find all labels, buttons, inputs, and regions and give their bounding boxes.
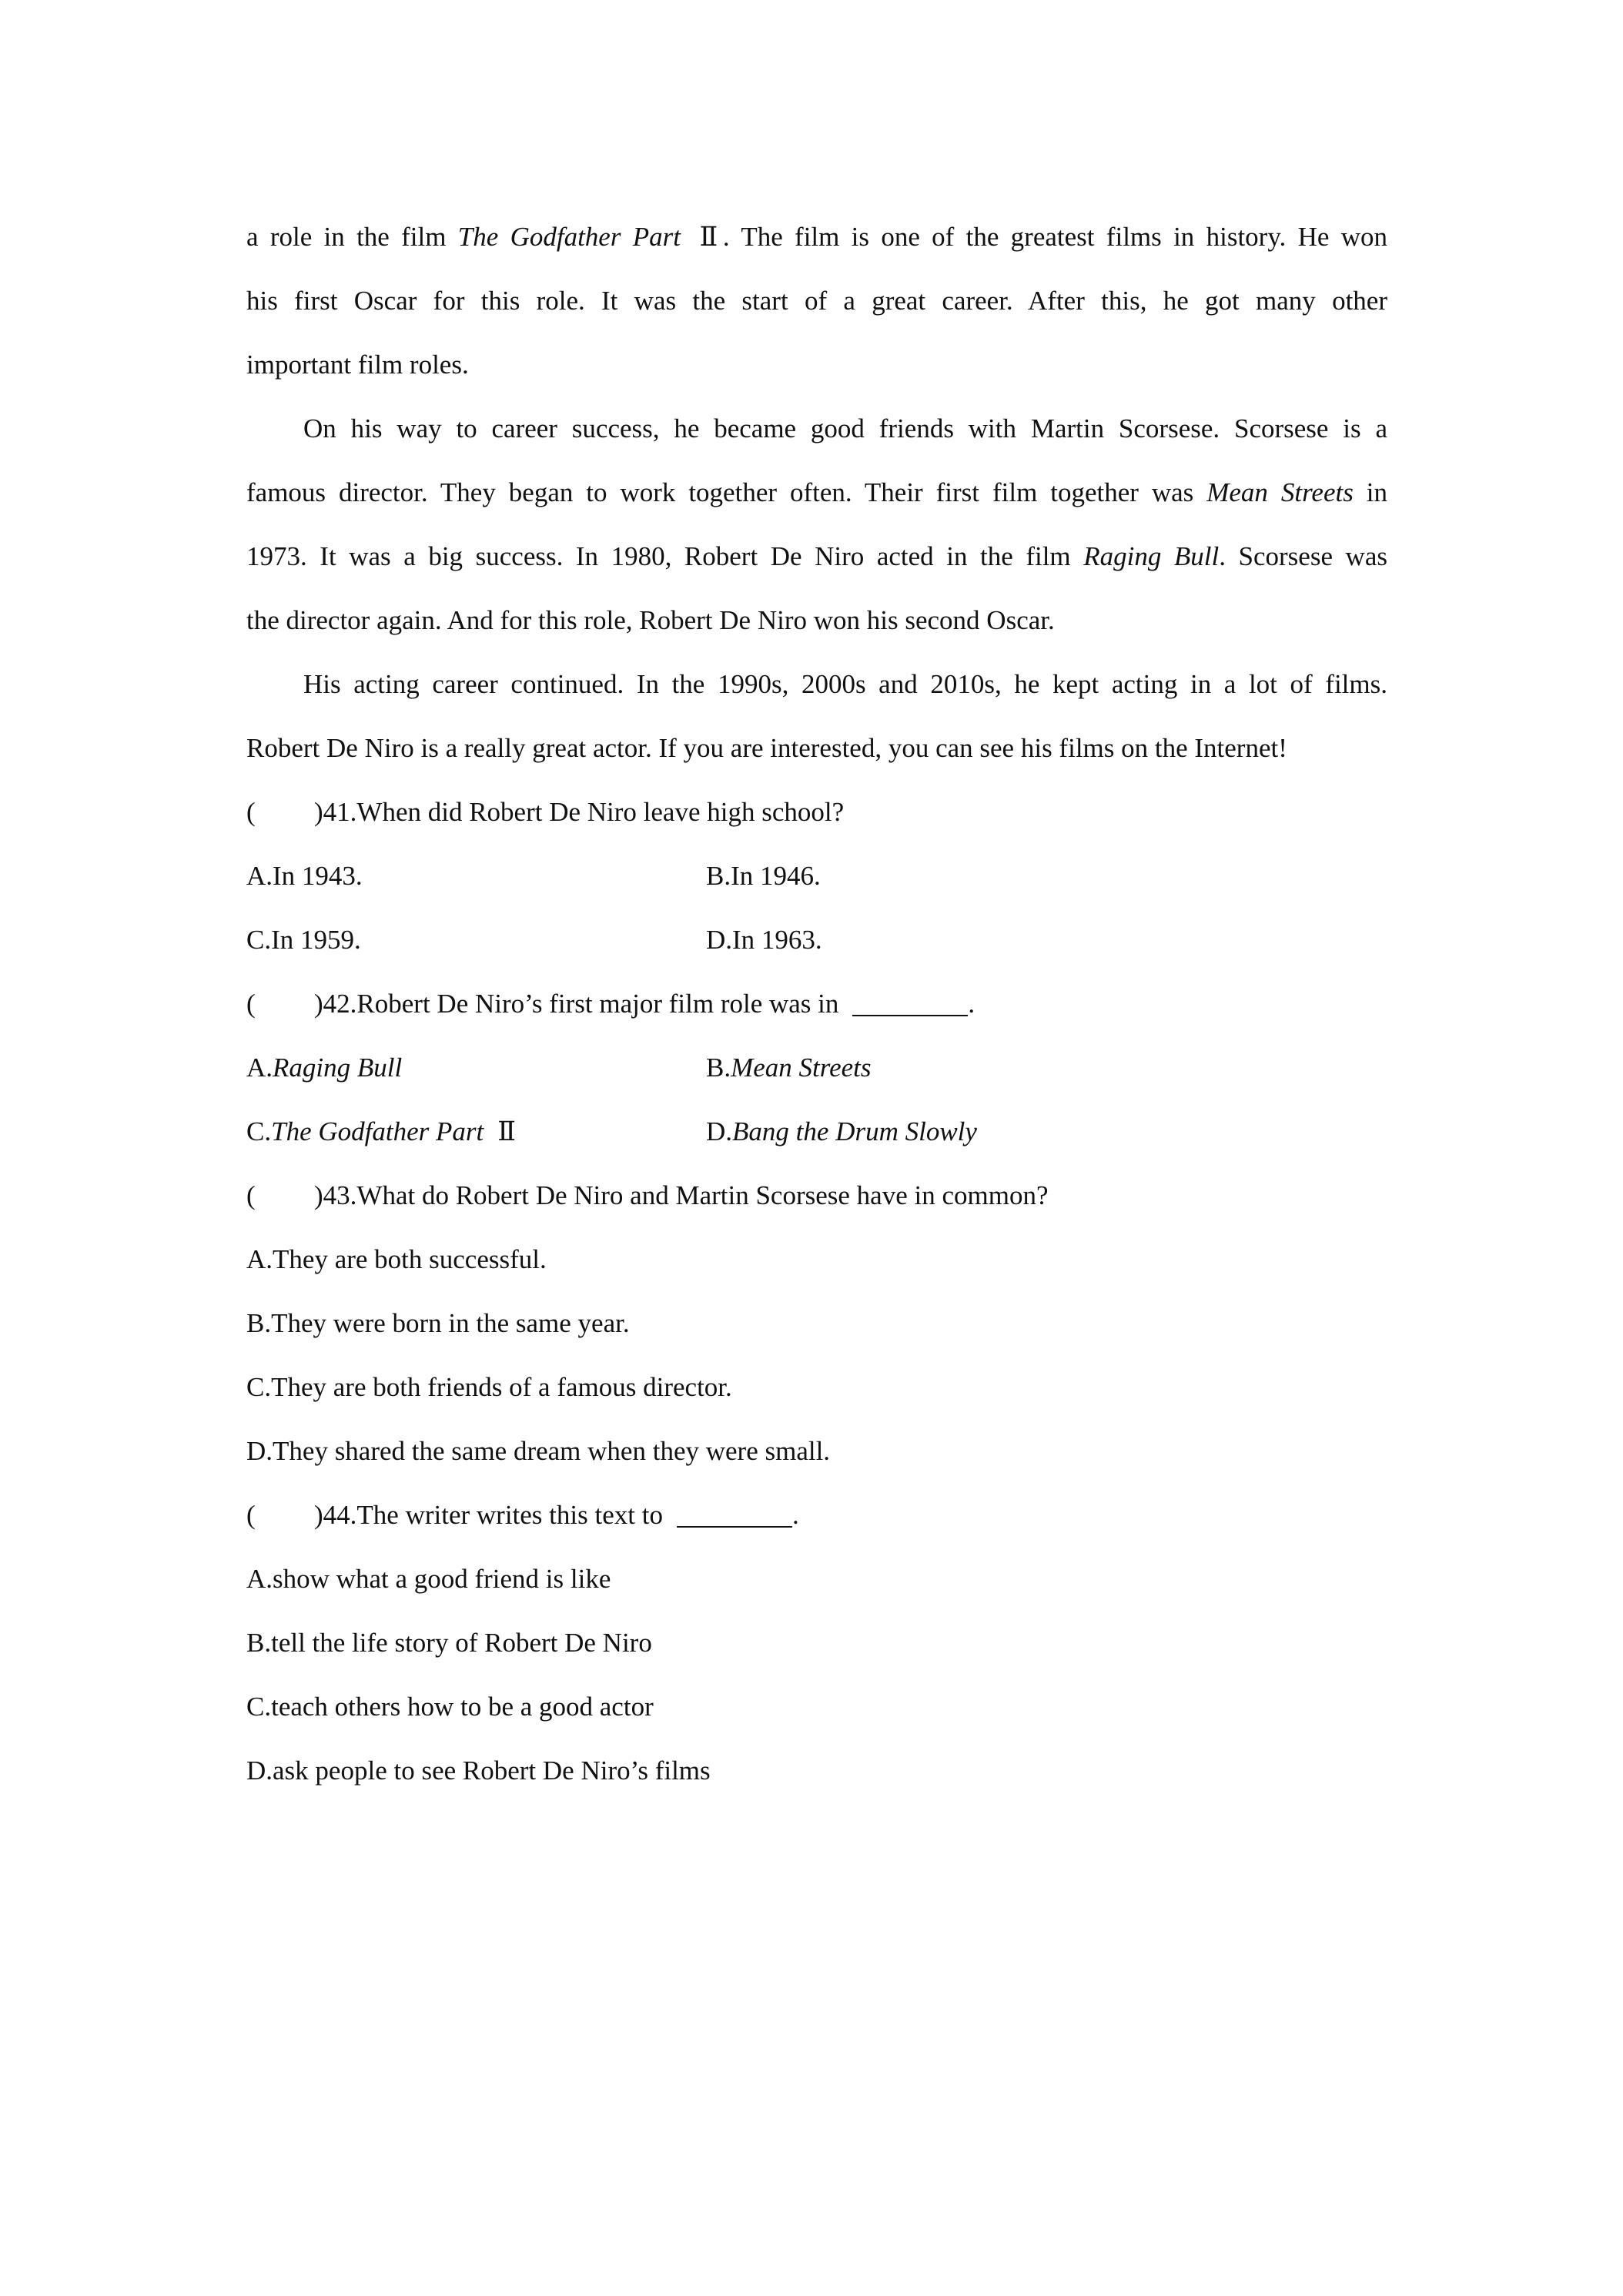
q41-options-row2	[246, 908, 1387, 972]
q42-option-c[interactable]	[246, 1099, 706, 1163]
question-44	[246, 1483, 1387, 1547]
roman-numeral: Ⅱ	[497, 1116, 517, 1146]
answer-blank	[852, 992, 968, 1016]
option-letter: B.	[706, 1053, 731, 1083]
text-segment: . The film is one of the greatest films in history. He won	[722, 222, 1387, 252]
answer-bracket[interactable]: (	[246, 1180, 256, 1210]
q42-option-b[interactable]	[706, 1036, 872, 1099]
option-letter: C.	[246, 1116, 272, 1146]
text-segment: a role in the film	[246, 222, 458, 252]
q42-options-row1	[246, 1036, 1387, 1099]
film-title: The Godfather Part	[271, 1116, 484, 1146]
passage-p2-line4: the director again. And for this role, Robert De Niro won his second Oscar.	[246, 605, 1055, 635]
film-title: Mean Streets	[1206, 477, 1354, 507]
question-43	[246, 1163, 1387, 1227]
film-title: Mean Streets	[731, 1053, 872, 1083]
passage-p1-line2: his first Oscar for this role. It was the start of a great career. After this, he got many other	[246, 286, 1387, 316]
passage-p3-line2: Robert De Niro is a really great actor. If you are interested, you can see his films on the Internet!	[246, 733, 1287, 763]
option-letter: A.	[246, 1053, 273, 1083]
q42-options-row2	[246, 1099, 1387, 1163]
film-title: The Godfather Part	[457, 222, 681, 252]
answer-bracket[interactable]: (	[246, 797, 256, 827]
passage-p3-line1: His acting career continued. In the 1990s, 2000s and 2010s, he kept acting in a lot of films.	[303, 669, 1387, 699]
q42-option-a[interactable]	[246, 1036, 706, 1099]
passage-p1-line1	[246, 205, 1387, 269]
q43-option-d[interactable]: D.They shared the same dream when they were small.	[246, 1436, 831, 1466]
passage-p2-line1: On his way to career success, he became good friends with Martin Scorsese. Scorsese is a	[303, 413, 1387, 443]
roman-numeral: Ⅱ	[694, 222, 723, 252]
q41-options-row1	[246, 844, 1387, 908]
answer-bracket[interactable]: (	[246, 989, 256, 1019]
option-letter: D.	[706, 1116, 733, 1146]
q44-option-d[interactable]: D.ask people to see Robert De Niro’s films	[246, 1755, 711, 1786]
text-segment: in	[1353, 477, 1387, 507]
answer-bracket[interactable]: (	[246, 1500, 256, 1530]
question-text: )42.Robert De Niro’s first major film role was in	[314, 989, 839, 1019]
film-title: Raging Bull	[1083, 541, 1220, 571]
question-42	[246, 972, 1387, 1036]
q44-option-c[interactable]: C.teach others how to be a good actor	[246, 1692, 654, 1722]
passage-p2-line2	[246, 460, 1387, 524]
q41-option-b[interactable]: B.In 1946.	[706, 861, 821, 891]
q44-option-b[interactable]: B.tell the life story of Robert De Niro	[246, 1628, 652, 1658]
q44-option-a[interactable]: A.show what a good friend is like	[246, 1564, 611, 1594]
text-segment: . Scorsese was	[1219, 541, 1387, 571]
film-title: Bang the Drum Slowly	[732, 1116, 977, 1146]
question-text: )41.When did Robert De Niro leave high school?	[314, 797, 845, 827]
passage-p2-line3	[246, 524, 1387, 588]
question-text: )43.What do Robert De Niro and Martin Scorsese have in common?	[314, 1180, 1049, 1210]
q43-option-a[interactable]: A.They are both successful.	[246, 1244, 547, 1274]
question-end: .	[791, 1500, 799, 1530]
answer-blank	[677, 1503, 792, 1528]
passage-p1-line3: important film roles.	[246, 350, 469, 380]
q43-option-c[interactable]: C.They are both friends of a famous director.	[246, 1372, 732, 1402]
q41-option-a[interactable]: A.In 1943.	[246, 861, 363, 891]
film-title: Raging Bull	[273, 1053, 403, 1083]
question-end: .	[968, 989, 975, 1019]
q42-option-d[interactable]	[706, 1099, 977, 1163]
text-segment: 1973. It was a big success. In 1980, Robert De Niro acted in the film	[246, 541, 1084, 571]
q41-option-d[interactable]: D.In 1963.	[706, 925, 822, 955]
text-segment: famous director. They began to work together often. Their first film together was	[246, 477, 1207, 507]
question-41	[246, 780, 1387, 844]
q43-option-b[interactable]: B.They were born in the same year.	[246, 1308, 630, 1338]
q41-option-c[interactable]: C.In 1959.	[246, 925, 361, 955]
document-page	[246, 205, 1387, 1802]
question-text: )44.The writer writes this text to	[314, 1500, 663, 1530]
